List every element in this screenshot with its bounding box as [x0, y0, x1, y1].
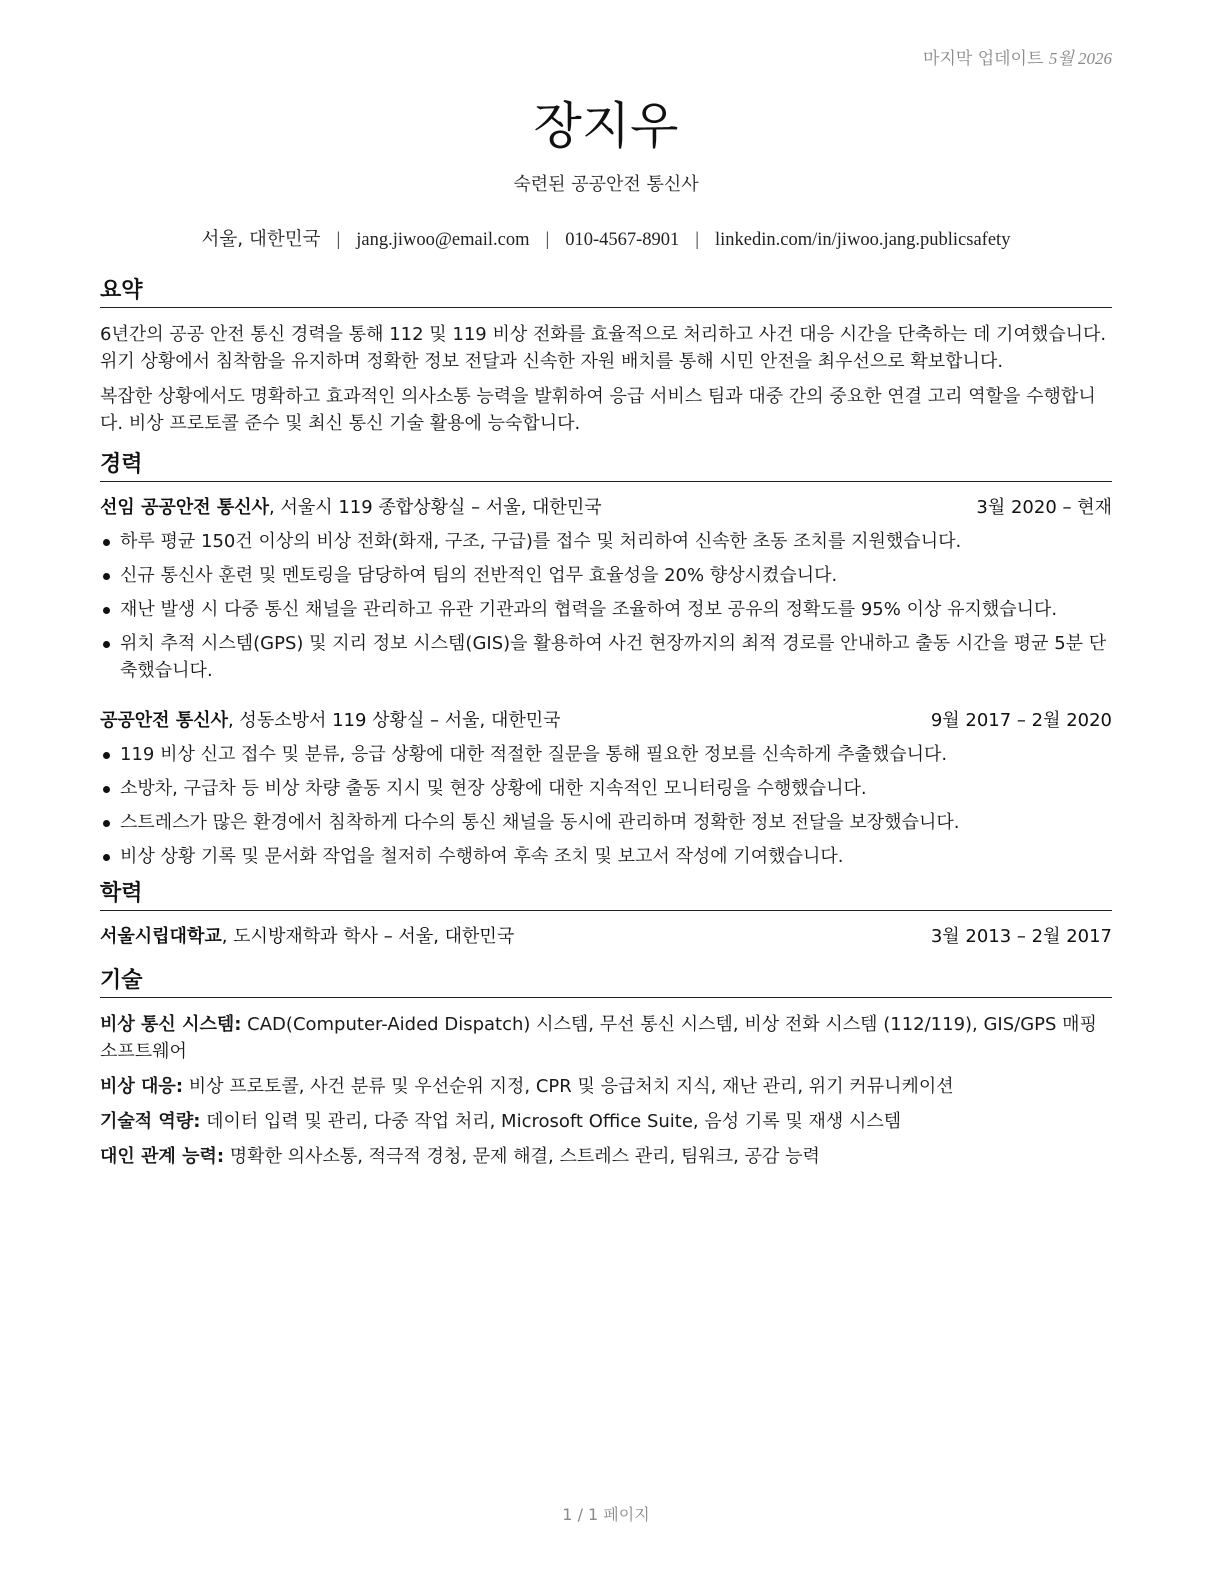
job-bullet: 하루 평균 150건 이상의 비상 전화(화재, 구조, 구급)를 접수 및 처리하여 신속한 초동 조치를 지원했습니다.	[100, 528, 1112, 555]
last-updated	[923, 44, 1112, 69]
job-role: 공공안전 통신사	[100, 710, 228, 731]
contact-phone: 010-4567-8901	[565, 230, 680, 250]
contact-line	[100, 225, 1112, 251]
contact-location: 서울, 대한민국	[201, 229, 321, 250]
job-bullet: 소방차, 구급차 등 비상 차량 출동 지시 및 현장 상황에 대한 지속적인 모니터링을 수행했습니다.	[100, 775, 1112, 802]
job-header	[100, 494, 1112, 521]
education-title-line	[100, 923, 514, 950]
skill-value: 명확한 의사소통, 적극적 경청, 문제 해결, 스트레스 관리, 팀워크, 공감 능력	[224, 1146, 820, 1167]
job-entry	[100, 494, 1112, 684]
skill-line	[100, 1011, 1112, 1065]
last-updated-label: 마지막 업데이트	[923, 49, 1044, 69]
skill-category: 대인 관계 능력:	[100, 1146, 225, 1167]
job-dates: 9월 2017 – 2월 2020	[930, 710, 1112, 731]
candidate-headline: 숙련된 공공안전 통신사	[513, 174, 699, 195]
education-detail: , 도시방재학과 학사 – 서울, 대한민국	[221, 926, 515, 947]
job-bullet: 스트레스가 많은 환경에서 침착하게 다수의 통신 채널을 동시에 관리하며 정확한 정보 전달을 보장했습니다.	[100, 809, 1112, 836]
skill-line	[100, 1108, 1112, 1135]
page-indicator: 1 / 1 페이지	[562, 1505, 650, 1524]
section-title-skills: 기술	[100, 967, 1112, 998]
job-bullet: 위치 추적 시스템(GPS) 및 지리 정보 시스템(GIS)을 활용하여 사건 현장까지의 최적 경로를 안내하고 출동 시간을 평균 5분 단축했습니다.	[100, 630, 1112, 684]
candidate-name: 장지우	[533, 97, 679, 155]
skills-section	[100, 967, 1112, 1170]
skill-line	[100, 1073, 1112, 1100]
job-bullet: 재난 발생 시 다중 통신 채널을 관리하고 유관 기관과의 협력을 조율하여 정보 공유의 정확도를 95% 이상 유지했습니다.	[100, 596, 1112, 623]
job-dates: 3월 2020 – 현재	[976, 497, 1112, 518]
summary-section	[100, 277, 1112, 437]
contact-separator: |	[545, 230, 550, 250]
section-title-education: 학력	[100, 880, 1112, 911]
job-bullet: 신규 통신사 훈련 및 멘토링을 담당하여 팀의 전반적인 업무 효율성을 20% 향상시켰습니다.	[100, 562, 1112, 589]
contact-email[interactable]: jang.jiwoo@email.com	[356, 230, 530, 250]
education-school: 서울시립대학교	[100, 926, 222, 947]
section-title-summary: 요약	[100, 277, 1112, 308]
job-bullet: 비상 상황 기록 및 문서화 작업을 철저히 수행하여 후속 조치 및 보고서 작성에 기여했습니다.	[100, 843, 1112, 870]
skill-line	[100, 1143, 1112, 1170]
skill-value: CAD(Computer-Aided Dispatch) 시스템, 무선 통신 시스템, 비상 전화 시스템 (112/119), GIS/GPS 매핑 소프트웨어	[100, 1014, 1097, 1062]
job-title-line	[100, 707, 561, 734]
job-org: , 성동소방서 119 상황실 – 서울, 대한민국	[227, 710, 561, 731]
job-org: , 서울시 119 종합상황실 – 서울, 대한민국	[269, 497, 602, 518]
education-dates: 3월 2013 – 2월 2017	[930, 926, 1112, 947]
skill-value: 비상 프로토콜, 사건 분류 및 우선순위 지정, CPR 및 응급처치 지식, 재난 관리, 위기 커뮤니케이션	[183, 1076, 954, 1097]
job-bullet: 119 비상 신고 접수 및 분류, 응급 상황에 대한 적절한 질문을 통해 필요한 정보를 신속하게 추출했습니다.	[100, 741, 1112, 768]
contact-linkedin[interactable]: linkedin.com/in/jiwoo.jang.publicsafety	[715, 230, 1011, 250]
job-role: 선임 공공안전 통신사	[100, 497, 270, 518]
job-bullets	[100, 528, 1112, 684]
job-header	[100, 707, 1112, 734]
skill-category: 기술적 역량:	[100, 1111, 201, 1132]
section-title-experience: 경력	[100, 451, 1112, 482]
last-updated-date: 5월 2026	[1048, 49, 1112, 68]
resume-page	[100, 0, 1112, 1584]
experience-section	[100, 451, 1112, 870]
contact-separator: |	[695, 230, 700, 250]
job-entry	[100, 707, 1112, 870]
job-title-line	[100, 494, 602, 521]
summary-paragraph: 복잡한 상황에서도 명확하고 효과적인 의사소통 능력을 발휘하여 응급 서비스 팀과 대중 간의 중요한 연결 고리 역할을 수행합니다. 비상 프로토콜 준수 및 최신 통신 기술 활용에 능숙합니다.	[100, 386, 1096, 434]
education-entry	[100, 923, 1112, 950]
skill-category: 비상 통신 시스템:	[100, 1014, 242, 1035]
job-bullets	[100, 741, 1112, 870]
education-section	[100, 880, 1112, 950]
skill-value: 데이터 입력 및 관리, 다중 작업 처리, Microsoft Office Suite, 음성 기록 및 재생 시스템	[200, 1111, 902, 1132]
skill-category: 비상 대응:	[100, 1076, 184, 1097]
contact-separator: |	[336, 230, 341, 250]
summary-paragraph: 6년간의 공공 안전 통신 경력을 통해 112 및 119 비상 전화를 효율적으로 처리하고 사건 대응 시간을 단축하는 데 기여했습니다. 위기 상황에서 침착함을 유지하며 정확한 정보 전달과 신속한 자원 배치를 통해 시민 안전을 최우선으로 확보합니다.	[100, 324, 1107, 372]
